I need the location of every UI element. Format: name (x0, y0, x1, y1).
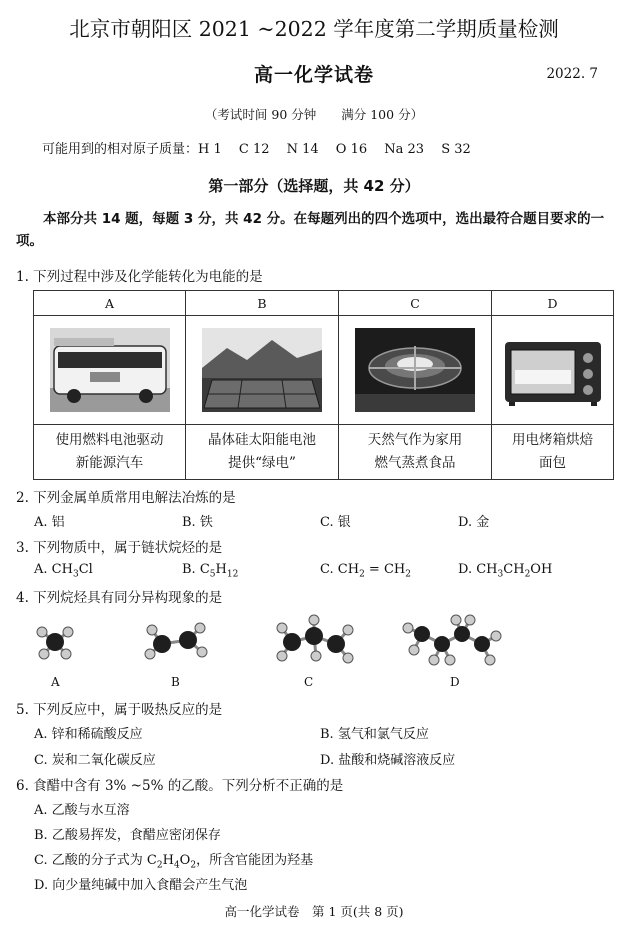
q1-caption-c: 天然气作为家用 燃气蒸煮食品 (339, 425, 492, 480)
electric-oven-photo (501, 328, 605, 412)
question-2-stem: 2. 下列金属单质常用电解法冶炼的是 (16, 490, 236, 506)
q5-option-d: D. 盐酸和烧碱溶液反应 (320, 753, 456, 768)
q4-label-c: C (304, 675, 314, 689)
propane-model-icon (277, 615, 353, 663)
q1-caption-d: 用电烤箱烘焙 面包 (492, 425, 614, 480)
methane-model-icon (37, 627, 73, 659)
q3-option-a: A. $CH_3Cl$ (34, 562, 93, 580)
part-instructions: 本部分共 14 题，每题 3 分，共 42 分。在每题列出的四个选项中，选出最符合题目要求的一项。 (16, 211, 605, 249)
q2-option-a: A. 铝 (34, 515, 65, 530)
q2-option-b: B. 铁 (182, 515, 213, 530)
exam-info: （考试时间 90 分钟 满分 100 分） (204, 107, 424, 122)
q1-caption-a: 使用燃料电池驱动 新能源汽车 (34, 425, 186, 480)
q1-col-d-letter: D (492, 291, 614, 316)
paper-date: 2022. 7 (546, 66, 598, 82)
q1-col-a-letter: A (34, 291, 186, 316)
q3-option-c: C. $CH_2 = CH_2$ (320, 562, 411, 580)
question-4-stem: 4. 下列烷烃具有同分异构现象的是 (16, 590, 223, 606)
question-1-stem: 1. 下列过程中涉及化学能转化为电能的是 (16, 269, 263, 285)
q3-option-b: B. $C_5H_{12}$ (182, 562, 239, 580)
atomic-masses: 可能用到的相对原子质量：H 1 C 12 N 14 O 16 Na 23 S 32 (42, 142, 471, 157)
q5-option-b: B. 氢气和氯气反应 (320, 727, 429, 742)
question-5-stem: 5. 下列反应中，属于吸热反应的是 (16, 702, 223, 718)
q4-label-d: D (450, 675, 460, 689)
q1-col-c-letter: C (339, 291, 492, 316)
alkane-molecule-models (30, 612, 628, 672)
q5-option-c: C. 炭和二氧化碳反应 (34, 753, 156, 768)
question-1-table (33, 290, 614, 480)
q1-col-b-letter: B (186, 291, 339, 316)
exam-header-title: 北京市朝阳区 2021 ~2022 学年度第二学期质量检测 (69, 17, 559, 41)
q4-label-b: B (171, 675, 180, 689)
gas-stove-photo (355, 328, 475, 412)
q6-option-c: C. 乙酸的分子式为 $C_2H_4O_2$，所含官能团为羟基 (34, 853, 314, 871)
q6-option-d: D. 向少量纯碱中加入食醋会产生气泡 (34, 878, 248, 893)
q6-option-b: B. 乙酸易挥发，食醋应密闭保存 (34, 828, 221, 843)
fuel-cell-bus-photo (50, 328, 170, 412)
solar-panel-photo (202, 328, 322, 412)
paper-title: 高一化学试卷 (253, 64, 374, 86)
q6-option-a: A. 乙酸与水互溶 (34, 803, 130, 818)
q4-label-a: A (51, 675, 60, 689)
part-title: 第一部分（选择题，共 42 分） (208, 177, 420, 195)
q1-caption-b: 晶体硅太阳能电池 提供“绿电” (186, 425, 339, 480)
question-3-stem: 3. 下列物质中，属于链状烷烃的是 (16, 540, 223, 556)
page-footer: 高一化学试卷 第 1 页(共 8 页) (224, 904, 404, 919)
butane-model-icon (403, 615, 501, 665)
ethane-model-icon (145, 623, 207, 659)
q5-option-a: A. 锌和稀硫酸反应 (34, 727, 143, 742)
q3-option-d: D. $CH_3CH_2OH$ (458, 562, 553, 580)
q2-option-c: C. 银 (320, 515, 351, 530)
question-6-stem: 6. 食醋中含有 3% ~5% 的乙酸。下列分析不正确的是 (16, 778, 344, 794)
q2-option-d: D. 金 (458, 515, 490, 530)
